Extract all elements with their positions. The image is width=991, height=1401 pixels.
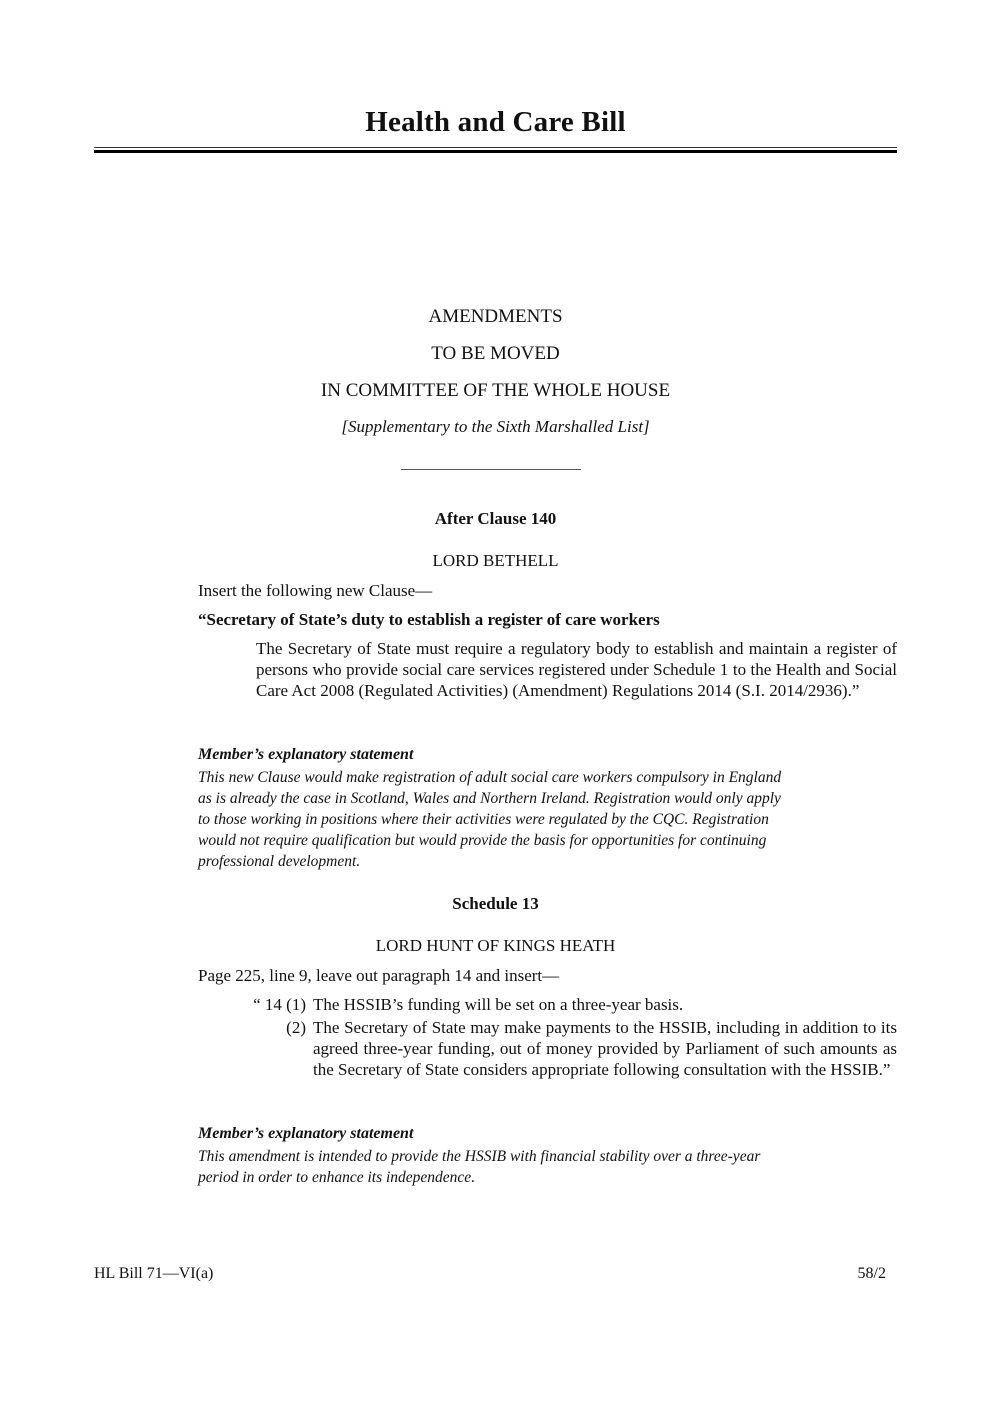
amendment-mover: LORD BETHELL [432,551,559,570]
bill-title: Health and Care Bill [365,106,626,138]
cover-line-to-be-moved: TO BE MOVED [431,343,560,364]
page-reference: 58/2 [857,1265,886,1282]
subparagraph-1 [0,994,991,1016]
amendment-heading: Schedule 13 [452,894,539,913]
statement-line: professional development. [198,853,361,870]
subparagraph-number: (2) [286,1018,306,1037]
statement-line: as is already the case in Scotland, Wales and Northern Ireland. Registration would only apply [198,790,781,807]
bill-reference: HL Bill 71—VI(a) [94,1265,214,1282]
explanatory-statement-text [198,767,898,872]
supplementary-note: [Supplementary to the Sixth Marshalled List] [341,417,650,436]
cover-line-amendments: AMENDMENTS [428,306,563,327]
subparagraph-text: The HSSIB’s funding will be set on a three-year basis. [313,995,684,1014]
new-clause-title: “Secretary of State’s duty to establish a register of care workers [198,610,660,629]
explanatory-statement-text [198,1146,898,1188]
statement-line: This amendment is intended to provide the HSSIB with financial stability over a three-year [198,1148,761,1165]
explanatory-statement-heading: Member’s explanatory statement [198,1125,414,1142]
subparagraph-number: “ 14 (1) [253,995,306,1014]
explanatory-statement-heading: Member’s explanatory statement [198,746,414,763]
subparagraph-2 [0,1017,991,1107]
title-rule-thick [94,150,897,153]
statement-line: would not require qualification but would provide the basis for opportunities for continuing [198,832,767,849]
cover-line-committee: IN COMMITTEE OF THE WHOLE HOUSE [320,380,671,401]
statement-line: to those working in positions where their activities were regulated by the CQC. Registration [198,811,769,828]
amendment-heading: After Clause 140 [434,509,557,528]
amendment-instruction: Insert the following new Clause— [198,581,433,600]
section-divider [401,469,581,470]
title-rule-thin [94,147,897,148]
statement-line: This new Clause would make registration of adult social care workers compulsory in England [198,769,782,786]
amendment-mover: LORD HUNT OF KINGS HEATH [375,936,616,955]
subparagraph-text: The Secretary of State may make payments to the HSSIB, including in addition to its agreed three-year funding, out of money provided by Parliament of such amounts as the Secretary of State considers appropriate following consultation with the HSSIB.” [313,1018,897,1079]
statement-line: period in order to enhance its independence. [198,1169,476,1186]
new-clause-text: The Secretary of State must require a regulatory body to establish and maintain a register of persons who provide social care services registered under Schedule 1 to the Health and Social Care Act 2008 (Regulated Activities) (Amendment) Regulations 2014 (S.I. 2014/2936).” [256,639,897,700]
amendment-instruction: Page 225, line 9, leave out paragraph 14 and insert— [198,966,560,985]
